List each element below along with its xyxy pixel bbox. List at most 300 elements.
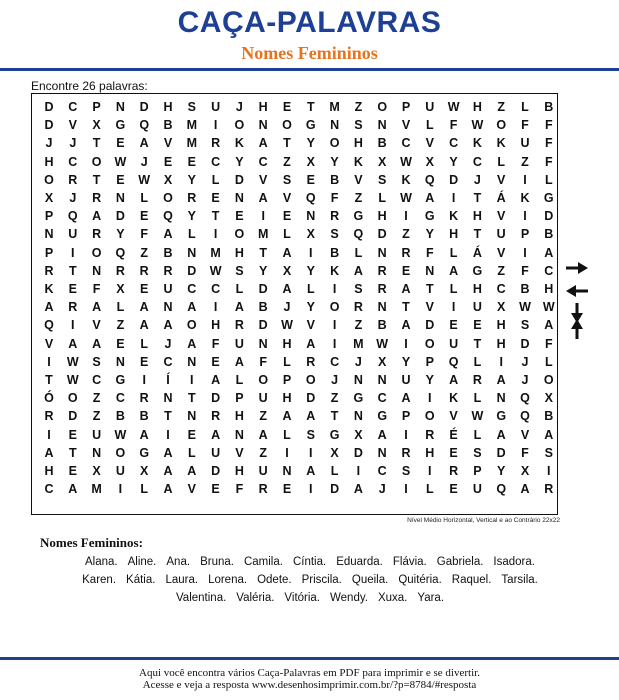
grid-letter: H [258, 100, 268, 114]
grid-letter: R [44, 263, 54, 278]
grid-letter: D [258, 282, 268, 296]
grid-letter: F [449, 118, 458, 133]
grid-letter: A [353, 263, 363, 278]
grid-letter: W [376, 336, 389, 351]
grid-letter: S [282, 172, 292, 187]
grid-letter: Y [497, 464, 506, 478]
grid-letter: M [329, 100, 340, 114]
grid-letter: B [544, 227, 554, 242]
grid-letter: L [425, 118, 434, 133]
grid-letter: N [92, 263, 102, 278]
grid-letter: E [140, 209, 149, 224]
grid-letter: I [523, 209, 527, 224]
grid-letter: A [544, 245, 554, 260]
grid-letter: E [235, 209, 244, 224]
grid-letter: H [282, 336, 292, 351]
grid-letter: Á [472, 245, 482, 260]
grid-letter: V [497, 245, 506, 260]
grid-letter: H [44, 464, 54, 478]
grid-letter: B [377, 136, 387, 151]
grid-letter: R [68, 172, 78, 187]
grid-letter: H [44, 154, 54, 169]
word-list-item: Isadora. [493, 556, 535, 568]
word-list-item: Yara. [417, 592, 445, 604]
grid-letter: W [447, 100, 460, 114]
grid-letter: R [68, 300, 78, 315]
grid-letter: E [140, 282, 149, 296]
grid-letter: M [186, 118, 197, 133]
grid-letter: X [378, 354, 387, 369]
grid-letter: V [497, 209, 506, 224]
grid-letter: N [187, 409, 197, 424]
grid-letter: Z [116, 318, 125, 333]
grid-letter: V [425, 300, 434, 315]
grid-letter: U [425, 100, 435, 114]
grid-letter: H [496, 318, 506, 333]
grid-letter: O [67, 391, 78, 406]
grid-letter: C [401, 136, 411, 151]
grid-letter: I [332, 318, 337, 333]
grid-letter: R [472, 373, 482, 387]
word-list-item: Kátia. [126, 574, 156, 586]
grid-letter: K [330, 263, 340, 278]
grid-letter: U [472, 482, 482, 497]
grid-letter: D [211, 391, 221, 406]
grid-letter: Y [425, 227, 434, 242]
grid-letter: E [306, 172, 315, 187]
grid-letter: V [306, 318, 315, 333]
word-list-item: Tarsila. [501, 574, 538, 586]
grid-letter: V [44, 336, 54, 351]
grid-letter: D [258, 318, 268, 333]
grid-letter: S [401, 464, 411, 478]
grid-letter: H [234, 245, 244, 260]
grid-letter: Y [449, 154, 458, 169]
grid-letter: C [449, 136, 459, 151]
grid-letter: A [401, 391, 411, 406]
grid-letter: H [234, 464, 244, 478]
grid-letter: T [402, 300, 410, 315]
puzzle-instruction: Encontre 26 palavras: [31, 79, 148, 93]
word-list-item: Karen. [82, 574, 117, 586]
grid-letter: T [425, 282, 434, 296]
grid-letter: R [544, 482, 554, 497]
grid-letter: G [353, 391, 364, 406]
grid-letter: U [115, 464, 125, 478]
grid-letter: B [544, 100, 554, 114]
grid-letter: E [187, 427, 196, 442]
grid-letter: K [401, 172, 411, 187]
grid-letter: G [139, 445, 150, 460]
grid-letter: X [497, 300, 506, 315]
grid-letter: W [400, 191, 412, 205]
grid-letter: I [118, 482, 123, 497]
grid-letter: W [471, 118, 484, 133]
grid-letter: A [163, 445, 173, 460]
word-list-title: Nomes Femininos: [40, 535, 143, 550]
grid-letter: O [163, 191, 173, 205]
word-list-item: Odete. [257, 574, 292, 586]
grid-letter: P [401, 100, 411, 114]
grid-letter: L [544, 172, 553, 187]
grid-letter: F [544, 118, 553, 133]
grid-letter: L [140, 336, 148, 351]
grid-letter: R [92, 191, 102, 205]
grid-letter: I [523, 245, 527, 260]
grid-letter: M [257, 227, 269, 242]
grid-letter: A [449, 373, 459, 387]
grid-letter: G [115, 373, 126, 387]
grid-letter: R [401, 245, 411, 260]
grid-letter: I [523, 172, 527, 187]
grid-letter: Z [354, 191, 363, 205]
grid-letter: I [190, 373, 194, 387]
grid-letter: F [521, 118, 529, 133]
grid-letter: H [472, 282, 482, 296]
grid-letter: L [187, 445, 196, 460]
grid-letter: Z [259, 409, 267, 424]
grid-letter: N [306, 209, 316, 224]
grid-letter: L [497, 154, 505, 169]
grid-letter: Z [402, 227, 410, 242]
word-list [20, 553, 600, 607]
grid-letter: W [281, 318, 293, 333]
grid-letter: F [140, 227, 148, 242]
grid-letter: A [68, 336, 78, 351]
grid-letter: O [258, 373, 269, 387]
grid-letter: L [449, 282, 458, 296]
grid-letter: A [187, 464, 197, 478]
grid-letter: I [547, 464, 551, 478]
grid-letter: Z [283, 154, 291, 169]
grid-letter: C [187, 282, 197, 296]
grid-letter: C [258, 154, 268, 169]
grid-letter: J [45, 136, 53, 151]
grid-letter: A [211, 427, 221, 442]
grid-letter: N [187, 245, 197, 260]
grid-letter: T [164, 409, 172, 424]
grid-letter: F [544, 154, 553, 169]
grid-letter: Y [259, 263, 268, 278]
grid-letter: K [472, 136, 482, 151]
grid-letter: D [353, 445, 363, 460]
grid-letter: A [306, 336, 316, 351]
grid-letter: A [139, 300, 149, 315]
grid-letter: R [139, 263, 149, 278]
grid-letter: N [115, 191, 125, 205]
grid-letter: P [235, 391, 244, 406]
grid-letter: Y [187, 172, 196, 187]
word-list-item: Ana. [166, 556, 191, 568]
grid-letter: A [44, 445, 54, 460]
word-list-item: Valentina. [175, 592, 227, 604]
grid-letter: I [213, 300, 218, 315]
grid-letter: J [521, 373, 529, 387]
grid-letter: H [449, 227, 459, 242]
grid-letter: O [424, 409, 435, 424]
grid-letter: W [519, 300, 531, 315]
grid-letter: H [544, 282, 554, 296]
word-list-item: Raquel. [451, 574, 492, 586]
grid-letter: I [285, 445, 289, 460]
grid-letter: X [92, 118, 101, 133]
grid-letter: H [163, 100, 173, 114]
grid-letter: A [449, 263, 459, 278]
word-list-line [20, 553, 600, 571]
grid-letter: Z [92, 409, 101, 424]
grid-letter: I [261, 209, 265, 224]
grid-letter: X [163, 172, 173, 187]
grid-letter: V [425, 136, 434, 151]
grid-letter: J [69, 136, 77, 151]
grid-letter: N [187, 354, 197, 369]
grid-letter: O [329, 300, 340, 315]
grid-letter: F [259, 354, 267, 369]
grid-letter: U [92, 427, 102, 442]
grid-letter: A [520, 482, 530, 497]
grid-letter: T [306, 100, 315, 114]
grid-letter: H [377, 209, 387, 224]
grid-letter: Z [92, 391, 101, 406]
grid-letter: R [377, 263, 387, 278]
word-list-item: Eduarda. [336, 556, 383, 568]
grid-letter: A [258, 427, 268, 442]
grid-letter: P [473, 464, 482, 478]
grid-letter: J [521, 354, 529, 369]
grid-letter: V [401, 118, 411, 133]
grid-letter: D [496, 445, 506, 460]
grid-letter: O [44, 172, 54, 187]
grid-letter: L [187, 227, 196, 242]
word-list-item: Wendy. [330, 592, 368, 604]
grid-letter: L [544, 354, 553, 369]
grid-letter: W [542, 300, 555, 315]
grid-letter: V [259, 172, 268, 187]
grid-letter: I [428, 391, 432, 406]
grid-letter: Q [163, 209, 173, 224]
grid-letter: J [69, 191, 77, 205]
grid-letter: A [163, 464, 173, 478]
footer-text [0, 667, 619, 691]
grid-letter: A [306, 464, 316, 478]
grid-letter: R [44, 409, 54, 424]
grid-letter: D [544, 209, 554, 224]
grid-letter: J [378, 482, 386, 497]
grid-letter: A [496, 373, 506, 387]
grid-letter: A [258, 136, 268, 151]
grid-letter: I [332, 282, 337, 296]
grid-letter: N [163, 300, 173, 315]
grid-letter: A [139, 318, 149, 333]
word-list-item: Alana. [85, 556, 118, 568]
grid-letter: N [115, 354, 125, 369]
grid-letter: E [68, 282, 77, 296]
grid-letter: C [472, 154, 482, 169]
grid-letter: X [354, 427, 363, 442]
grid-letter: I [499, 354, 503, 369]
grid-letter: M [210, 245, 221, 260]
grid-letter: M [353, 336, 364, 351]
grid-letter: O [115, 445, 126, 460]
grid-letter: V [235, 445, 244, 460]
grid-letter: V [449, 409, 458, 424]
grid-letter: E [116, 136, 125, 151]
grid-letter: A [163, 482, 173, 497]
grid-letter: M [91, 482, 102, 497]
grid-letter: J [354, 354, 362, 369]
grid-letter: B [258, 300, 268, 315]
grid-letter: D [211, 464, 221, 478]
grid-letter: D [234, 172, 244, 187]
grid-letter: F [521, 263, 529, 278]
grid-letter: D [306, 391, 316, 406]
grid-letter: A [425, 191, 435, 205]
grid-letter: I [47, 354, 51, 369]
grid-letter: U [401, 373, 411, 387]
grid-letter: O [282, 118, 292, 133]
grid-letter: V [282, 191, 292, 205]
grid-letter: T [259, 245, 267, 260]
grid-letter: A [163, 227, 173, 242]
grid-letter: G [377, 409, 388, 424]
arrow-up-icon [570, 318, 584, 340]
grid-letter: P [44, 209, 54, 224]
grid-letter: A [234, 354, 244, 369]
grid-letter: V [497, 172, 506, 187]
grid-letter: O [377, 100, 388, 114]
grid-letter: X [306, 154, 315, 169]
word-list-item: Priscila. [301, 574, 342, 586]
grid-letter: T [283, 136, 291, 151]
grid-letter: L [521, 100, 529, 114]
grid-letter: R [425, 427, 435, 442]
grid-letter: A [353, 482, 363, 497]
grid-letter: S [330, 227, 339, 242]
grid-letter: R [401, 445, 411, 460]
grid-letter: O [186, 318, 197, 333]
word-list-line [20, 571, 600, 589]
grid-letter: R [234, 318, 244, 333]
grid-letter: R [330, 209, 340, 224]
grid-letter: D [44, 118, 54, 133]
grid-letter: W [471, 409, 484, 424]
grid-letter: A [187, 336, 197, 351]
grid-letter: I [428, 464, 432, 478]
grid-letter: X [92, 464, 101, 478]
grid-letter: F [425, 245, 434, 260]
word-list-item: Flávia. [392, 556, 427, 568]
grid-letter: A [401, 318, 411, 333]
grid-letter: N [163, 391, 173, 406]
grid-letter: L [283, 427, 291, 442]
grid-letter: U [258, 391, 268, 406]
grid-letter: D [520, 336, 530, 351]
grid-letter: L [473, 391, 482, 406]
grid-letter: V [187, 482, 196, 497]
grid-letter: N [496, 391, 506, 406]
word-list-item: Laura. [165, 574, 199, 586]
grid-letter: U [496, 227, 506, 242]
grid-letter: Y [116, 227, 125, 242]
grid-letter: R [211, 136, 221, 151]
grid-letter: E [68, 464, 77, 478]
grid-letter: I [451, 191, 456, 205]
grid-letter: P [401, 409, 411, 424]
grid-letter: I [71, 318, 75, 333]
grid-letter: I [213, 118, 218, 133]
grid-letter: E [211, 191, 220, 205]
grid-letter: B [330, 245, 340, 260]
grid-letter: A [211, 373, 221, 387]
arrow-right-icon [564, 261, 590, 275]
footer-divider [0, 657, 619, 660]
grid-letter: L [211, 172, 220, 187]
grid-letter: N [330, 118, 340, 133]
grid-letter: D [425, 318, 435, 333]
word-list-item: Queila. [351, 574, 389, 586]
grid-letter: O [234, 118, 245, 133]
grid-letter: E [68, 427, 77, 442]
grid-letter: O [234, 227, 245, 242]
grid-letter: U [211, 100, 221, 114]
grid-letter: R [377, 282, 387, 296]
grid-letter: R [353, 300, 363, 315]
grid-letter: W [114, 427, 127, 442]
grid-letter: C [163, 354, 173, 369]
grid-letter: I [71, 245, 75, 260]
word-list-item: Cíntia. [292, 556, 327, 568]
grid-letter: Z [497, 100, 505, 114]
grid-letter: I [213, 227, 218, 242]
grid-letter: S [520, 318, 530, 333]
grid-letter: O [543, 373, 554, 387]
grid-letter: Q [67, 209, 78, 224]
grid-letter: A [544, 318, 554, 333]
grid-letter: Y [306, 300, 315, 315]
grid-letter: S [544, 445, 553, 460]
grid-letter: T [187, 391, 196, 406]
grid-letter: Z [497, 263, 505, 278]
grid-letter: A [306, 409, 316, 424]
grid-letter: A [282, 409, 292, 424]
grid-letter: R [163, 263, 173, 278]
grid-letter: K [520, 191, 530, 205]
grid-letter: U [258, 464, 268, 478]
grid-letter: L [116, 300, 125, 315]
grid-letter: N [425, 263, 435, 278]
grid-letter: W [138, 172, 151, 187]
word-list-item: Aline. [127, 556, 157, 568]
grid-letter: X [378, 154, 387, 169]
arrow-left-icon [564, 284, 590, 298]
grid-letter: T [45, 373, 53, 387]
grid-letter: Q [353, 227, 364, 242]
grid-letter: N [377, 445, 387, 460]
word-list-item: Bruna. [200, 556, 234, 568]
grid-letter: L [425, 482, 434, 497]
grid-letter: Y [330, 154, 339, 169]
grid-letter: C [211, 282, 221, 296]
grid-letter: G [496, 409, 507, 424]
grid-letter: K [496, 136, 506, 151]
grid-letter: K [449, 391, 459, 406]
grid-letter: K [449, 209, 459, 224]
grid-letter: H [496, 336, 506, 351]
grid-letter: A [92, 300, 102, 315]
grid-letter: V [68, 118, 77, 133]
grid-letter: Q [520, 409, 530, 424]
grid-letter: I [404, 209, 408, 224]
